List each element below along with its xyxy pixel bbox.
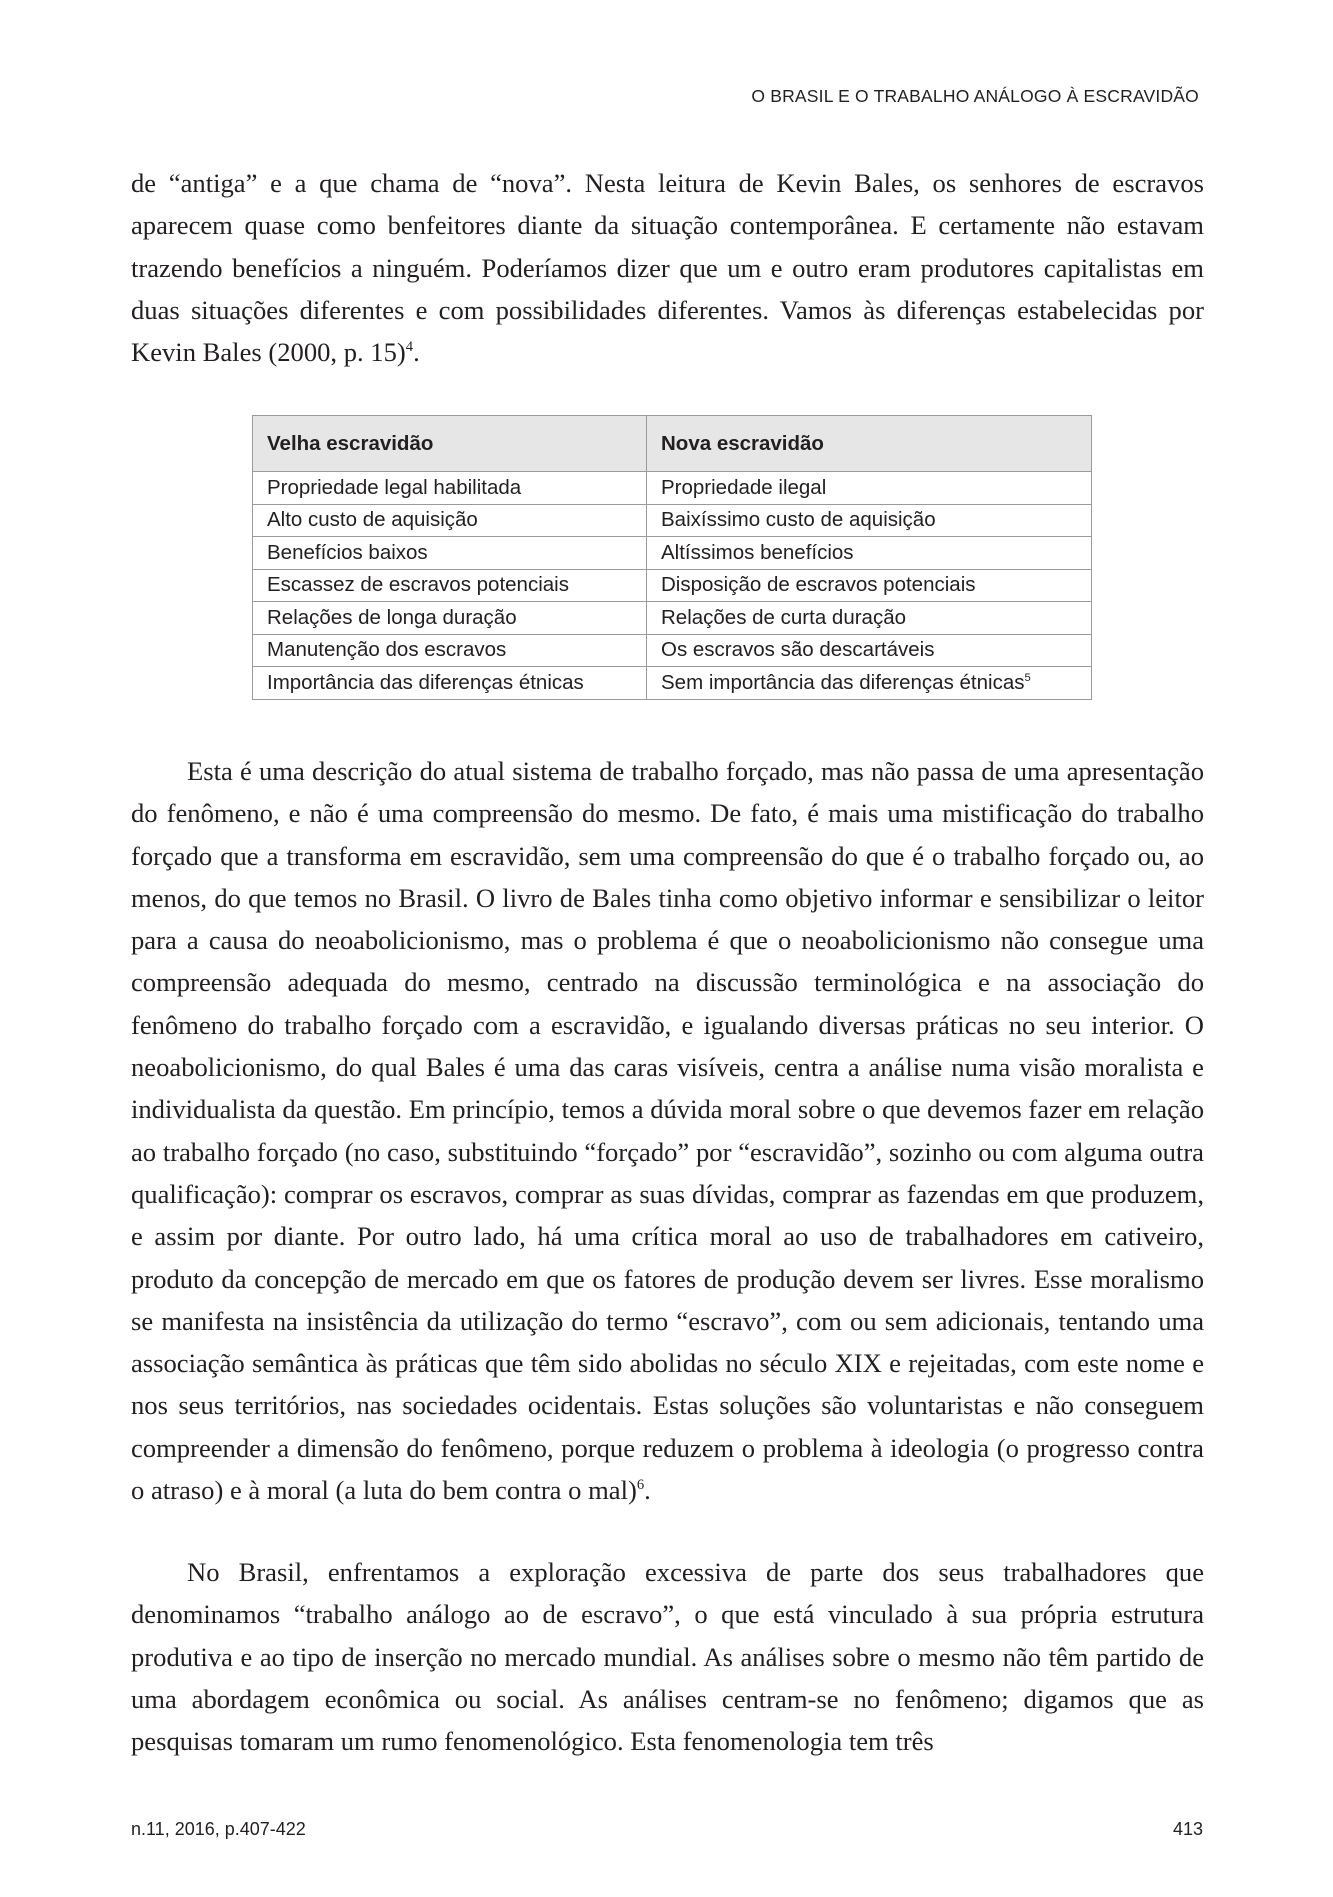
table-header-cell: Nova escravidão [647, 416, 1092, 472]
paragraph-3-text: No Brasil, enfrentamos a exploração excessiva de parte dos seus trabalhadores que denominamos “trabalho análogo ao de escravo”, o que está vinculado à sua própria estrutura produtiva e ao tipo de inserção no mercado mundial. As análises sobre o mesmo não têm partido de uma abordagem econômica ou social. As análises centram-se no fenômeno; digamos que as pesquisas tomaram um rumo fenomenológico. Esta fenomenologia tem três [131, 1557, 1204, 1757]
table-cell: Os escravos são descartáveis [647, 634, 1092, 667]
comparison-table [252, 415, 1091, 700]
table-cell-text: Sem importância das diferenças étnicas [661, 670, 1025, 694]
paragraph-2 [131, 750, 1204, 1511]
table-cell: Manutenção dos escravos [253, 634, 647, 667]
table-cell: Propriedade ilegal [647, 472, 1092, 505]
table-row [253, 537, 1092, 570]
table-cell: Disposição de escravos potenciais [647, 569, 1092, 602]
table-cell: Importância das diferenças étnicas [253, 667, 647, 700]
table-row [253, 472, 1092, 505]
table-row [253, 667, 1092, 700]
paragraph-1-end: . [413, 337, 420, 368]
table-cell: Escassez de escravos potenciais [253, 569, 647, 602]
paragraph-2-text: Esta é uma descrição do atual sistema de trabalho forçado, mas não passa de uma apresentação do fenômeno, e não é uma compreensão do mesmo. De fato, é mais uma mistificação do trabalho forçado que a transforma em escravidão, sem uma compreensão do que é o trabalho forçado ou, ao menos, do que temos no Brasil. O livro de Bales tinha como objetivo informar e sensibilizar o leitor para a causa do neoabolicionismo, mas o problema é que o neoabolicionismo não consegue uma compreensão adequada do mesmo, centrado na discussão terminológica e na associação do fenômeno do trabalho forçado com a escravidão, e igualando diversas práticas no seu interior. O neoabolicionismo, do qual Bales é uma das caras visíveis, centra a análise numa visão moralista e individualista da questão. Em princípio, temos a dúvida moral sobre o que devemos fazer em relação ao trabalho forçado (no caso, substituindo “forçado” por “escravidão”, sozinho ou com alguma outra qualificação): comprar os escravos, comprar as suas dívidas, comprar as fazendas em que produzem, e assim por diante. Por outro lado, há uma crítica moral ao uso de trabalhadores em cativeiro, produto da concepção de mercado em que os fatores de produção devem ser livres. Esse moralismo se manifesta na insistência da utilização do termo “escravo”, com ou sem adicionais, tentando uma associação semântica às práticas que têm sido abolidas no século XIX e rejeitadas, com este nome e nos seus territórios, nas sociedades ocidentais. Estas soluções são voluntaristas e não conseguem compreender a dimensão do fenômeno, porque reduzem o problema à ideologia (o progresso contra o atraso) e à moral (a luta do bem contra o mal) [131, 756, 1205, 1506]
table-cell: Propriedade legal habilitada [253, 472, 647, 505]
paragraph-1 [131, 162, 1204, 373]
footnote-ref-5[interactable]: 5 [1024, 671, 1031, 684]
footnote-ref-6[interactable]: 6 [636, 1477, 645, 1494]
page-number: 413 [1172, 1819, 1203, 1839]
footer-citation: n.11, 2016, p.407-422 [131, 1819, 306, 1839]
table-cell: Relações de curta duração [647, 602, 1092, 635]
running-head: O BRASIL E O TRABALHO ANÁLOGO À ESCRAVIDÃO [751, 86, 1199, 106]
table-row [253, 634, 1092, 667]
table-cell: Alto custo de aquisição [253, 504, 647, 537]
paragraph-2-end: . [644, 1475, 651, 1506]
table-cell: Relações de longa duração [253, 602, 647, 635]
paragraph-3 [131, 1551, 1204, 1762]
table-cell: Baixíssimo custo de aquisição [647, 504, 1092, 537]
table-header-cell: Velha escravidão [253, 416, 647, 472]
table-header-row [253, 416, 1092, 472]
table-row [253, 569, 1092, 602]
table-row [253, 602, 1092, 635]
footnote-ref-4[interactable]: 4 [405, 339, 414, 356]
table-row [253, 504, 1092, 537]
table-cell: Altíssimos benefícios [647, 537, 1092, 570]
table-cell [647, 667, 1092, 700]
paragraph-1-text: de “antiga” e a que chama de “nova”. Nesta leitura de Kevin Bales, os senhores de escravos aparecem quase como benfeitores diante da situação contemporânea. E certamente não estavam trazendo benefícios a ninguém. Poderíamos dizer que um e outro eram produtores capitalistas em duas situações diferentes e com possibilidades diferentes. Vamos às diferenças estabelecidas por Kevin Bales (2000, p. 15) [131, 168, 1204, 368]
table-cell: Benefícios baixos [253, 537, 647, 570]
